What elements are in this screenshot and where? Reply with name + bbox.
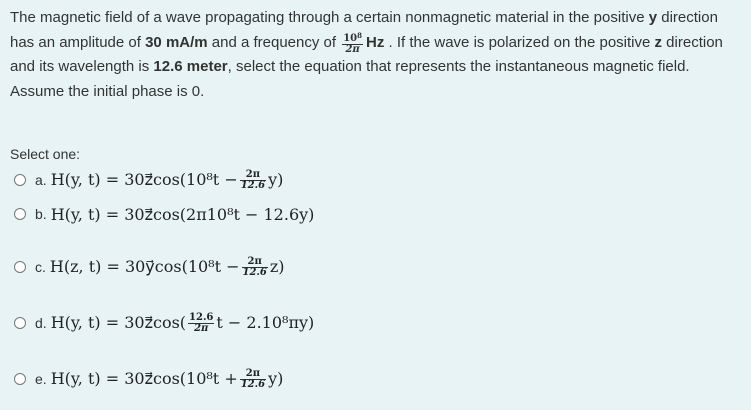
direction-y: y xyxy=(648,9,658,26)
radio-c[interactable] xyxy=(14,261,26,273)
polarization-z: z xyxy=(654,33,663,51)
option-e[interactable] xyxy=(14,366,283,392)
amplitude: 30 mA/m xyxy=(145,33,208,51)
option-d[interactable] xyxy=(14,310,314,336)
question-text: The magnetic field of a wave propagating through a certain nonmagnetic material in the positive y direction has an amplitude of 30 mA/m and a frequency of $\frac{10^8}{2\pi}$ Hz . If the wave is polarized on the positive z direction and its wavelength is 12.6 meter, select the equation that represents the instantaneous magnetic field. Assume the initial phase is 0. xyxy=(10,9,723,100)
option-letter: d. xyxy=(35,315,47,331)
option-letter: a. xyxy=(35,172,47,188)
option-letter: c. xyxy=(35,259,46,275)
option-a[interactable] xyxy=(14,167,283,193)
option-letter: e. xyxy=(35,371,47,387)
option-equation: H(z, t) = 30y⃗cos(10⁸t − $\frac{2\pi}{12.6}$ z) xyxy=(49,255,285,278)
option-equation: H(y, t) = 30z⃗cos(10⁸t − $\frac{2\pi}{12.6}$ y) xyxy=(50,168,284,191)
option-letter: b. xyxy=(35,206,47,222)
radio-a[interactable] xyxy=(14,174,26,186)
option-c[interactable] xyxy=(14,254,285,280)
frequency-unit: Hz xyxy=(366,33,385,51)
option-equation: H(y, t) = 30z⃗cos(10⁸t + $\frac{2\pi}{12.6}$ y) xyxy=(50,367,284,390)
frequency-fraction: $\frac{10^8}{2\pi}$ xyxy=(343,30,363,55)
option-equation: H(y, t) = 30z⃗cos( $\frac{12.6}{2\pi}$ t − 2.10⁸πy) xyxy=(50,311,315,334)
option-equation: H(y, t) = 30z⃗cos(2π10⁸t − 12.6y) xyxy=(50,204,315,224)
radio-d[interactable] xyxy=(14,317,26,329)
radio-e[interactable] xyxy=(14,373,26,385)
option-b[interactable] xyxy=(14,201,314,227)
radio-b[interactable] xyxy=(14,208,26,220)
wavelength: 12.6 meter xyxy=(153,58,228,75)
select-one-label: Select one: xyxy=(10,146,81,162)
